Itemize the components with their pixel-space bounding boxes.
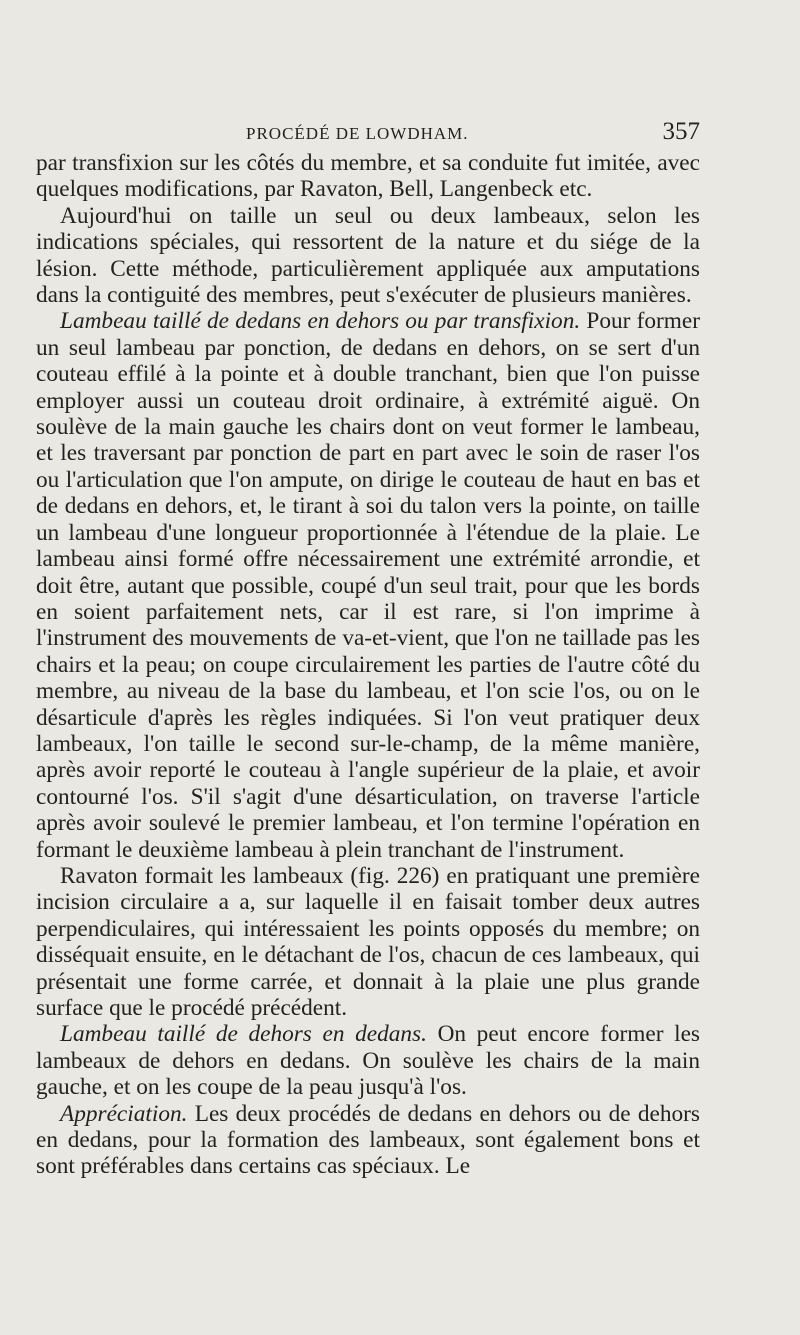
paragraph-transfixion: [36, 308, 700, 863]
paragraph-text: On peut encore former les lambeaux de dehors en dedans. On soulève les chairs de la main gauche, et on les coupe de la peau jusqu'à l'os.: [36, 1021, 701, 1101]
paragraph-heading: Lambeau taillé de dehors en dedans.: [60, 1021, 427, 1048]
paragraph-dehors-en-dedans: [36, 1021, 700, 1100]
paragraph-text: par transfixion sur les côtés du membre, et sa conduite fut imitée, avec quelques modifications, par Ravaton, Bell, Langenbeck etc.: [36, 150, 700, 203]
paragraph: [36, 203, 700, 309]
page-number: 357: [662, 118, 700, 145]
paragraph-text: Pour former un seul lambeau par ponction, de dedans en dehors, on se sert d'un couteau effilé à la pointe et à double tranchant, bien que l'on puisse employer aussi un couteau droit ordinaire, à extrémité aiguë. On soulève de la main gauche les chairs dont on veut former le lambeau, et les traversant par ponction de part en part avec le soin de raser l'os ou l'articulation que l'on ampute, on dirige le couteau de haut en bas et de dedans en dehors, et, le tirant à soi du talon vers la pointe, on taille un lambeau d'une longueur proportionnée à l'étendue de la plaie. Le lambeau ainsi formé offre nécessairement une extrémité arrondie, et doit être, autant que possible, coupé d'un seul trait, pour que les bords en soient parfaitement nets, car il est rare, si l'on imprime à l'instrument des mouvements de va-et-vient, que l'on ne taillade pas les chairs et la peau; on coupe circulairement les parties de l'autre côté du membre, au niveau de la base du lambeau, et l'on scie l'os, ou on le désarticule d'après les règles indiquées. Si l'on veut pratiquer deux lambeaux, l'on taille le second sur-le-champ, de la même manière, après avoir reporté le couteau à l'angle supérieur de la plaie, et avoir contourné l'os. S'il s'agit d'une désarticulation, on traverse l'article après avoir soulevé le premier lambeau, et l'on termine l'opération en formant le deuxième lambeau à plein tranchant de l'instrument.: [36, 308, 701, 863]
body-text: [36, 150, 700, 1180]
page-header: [36, 118, 700, 150]
paragraph-appreciation: [36, 1101, 700, 1180]
paragraph-text: Aujourd'hui on taille un seul ou deux lambeaux, selon les indications spéciales, qui ressortent de la nature et du siége de la lésion. Cette méthode, particulièrement appliquée aux amputations dans la contiguité des membres, peut s'exécuter de plusieurs manières.: [36, 202, 700, 309]
running-head: PROCÉDÉ DE LOWDHAM.: [246, 124, 469, 143]
paragraph-heading: Appréciation.: [60, 1100, 188, 1127]
paragraph-text: Ravaton formait les lambeaux (fig. 226) en pratiquant une première incision circulaire a a, sur laquelle il en faisait tomber deux autres perpendiculaires, qui intéressaient les points opposés du membre; on disséquait ensuite, en le détachant de l'os, chacun de ces lambeaux, qui présentait une forme carrée, et donnait à la plaie une plus grande surface que le procédé précédent.: [36, 862, 700, 1021]
paragraph-continued: [36, 150, 700, 203]
paragraph-ravaton: [36, 863, 700, 1021]
paragraph-heading: Lambeau taillé de dedans en dehors ou par transfixion.: [60, 308, 581, 335]
paragraph-text: Les deux procédés de dedans en dehors ou de dehors en dedans, pour la formation des lambeaux, sont également bons et sont préférables dans certains cas spéciaux. Le: [36, 1100, 700, 1180]
